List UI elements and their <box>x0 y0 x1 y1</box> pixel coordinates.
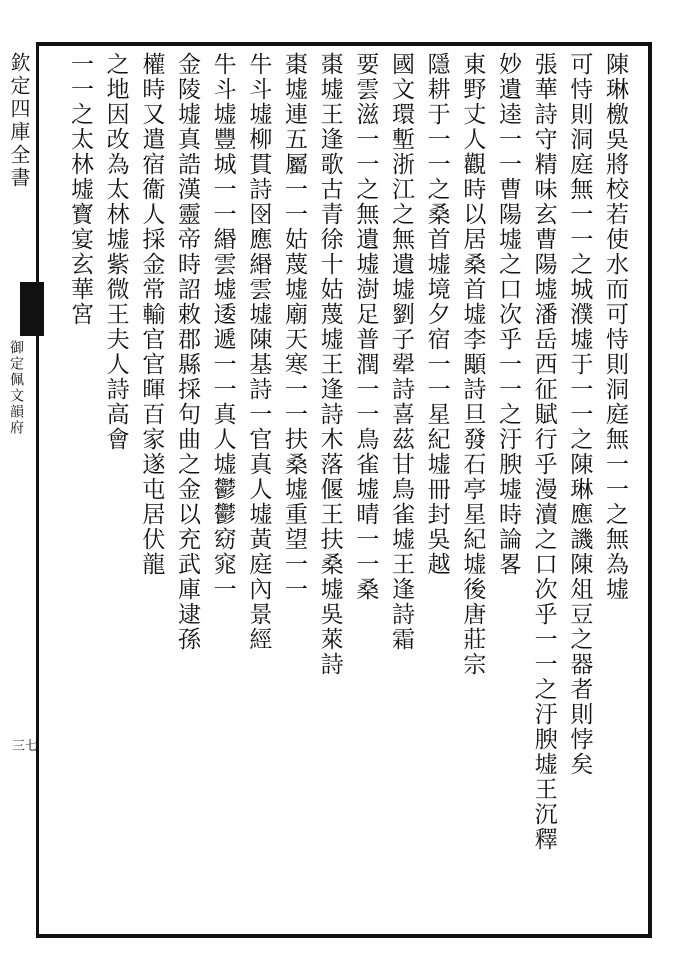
column-text: 國文環塹浙江之無遺墟劉子翚詩喜茲甘鳥雀墟王逢詩霜 <box>388 52 414 652</box>
column-text: 權時又遣宿衞人採金常輸官官暉百家遂屯居伏龍 <box>138 52 165 577</box>
top-border <box>36 42 652 46</box>
text-column <box>279 52 309 932</box>
column-text: 之地因改為太林墟紫微王夫人詩高會 <box>102 52 129 452</box>
margin-subtitle-strip <box>6 340 32 510</box>
text-column <box>600 52 630 932</box>
column-text: 陳琳檄吳將校若使水而可恃則洞庭無一一之無為墟 <box>602 52 628 602</box>
column-text: 牛斗墟豐城一一緡雲墟逶遞一一真人墟鬱鬱窈窕一 <box>209 52 236 602</box>
volume-title: 御定佩文韻府 <box>8 340 24 436</box>
column-text: 一一之太林墟寳宴玄華宮 <box>67 52 93 327</box>
column-text: 金陵墟真誥漢靈帝時詔敕郡縣採句曲之金以充武庫逮孫 <box>174 52 200 652</box>
text-column <box>422 52 452 932</box>
column-text: 要雲滋一一之無遺墟澍足普潤一一鳥雀墟晴一一桑 <box>352 52 379 602</box>
folio-number: 三七 <box>12 739 39 754</box>
column-text: 隱耕于一一之桑首墟境夕宿一一星紀墟冊封吳越 <box>423 52 450 577</box>
column-text: 張華詩守精味玄曹陽墟潘岳西征賦行乎漫瀆之口次乎一一之汙腴墟王沉釋 <box>530 52 557 852</box>
right-border <box>648 42 652 938</box>
column-text: 棗墟連五屬一一姑蔑墟廟天寒一一扶桑墟重望一一 <box>281 52 307 602</box>
column-text: 妙遺逵一一曹陽墟之口次乎一一之汙腴墟時論畧 <box>495 52 521 577</box>
bottom-border <box>36 934 652 938</box>
column-text: 棗墟王逢歌古青徐十姑蔑墟王逢詩木落偃王扶桑墟吳萊詩 <box>316 52 343 677</box>
column-text: 可恃則洞庭無一一之城濮墟于一一之陳琳應譏陳俎豆之器者則悖矣 <box>566 52 593 777</box>
fish-tail-mark <box>20 282 44 336</box>
text-column <box>457 52 487 932</box>
book-title: 欽定四庫全書 <box>7 52 31 190</box>
text-column <box>208 52 238 932</box>
text-column <box>386 52 416 932</box>
column-text: 牛斗墟柳貫詩囹應緡雲墟陳基詩一官真人墟黃庭內景經 <box>245 52 272 652</box>
text-column <box>65 52 95 932</box>
text-column <box>315 52 345 932</box>
text-column <box>172 52 202 932</box>
text-column <box>529 52 559 932</box>
left-border <box>36 42 39 938</box>
text-column <box>243 52 273 932</box>
column-text: 東野丈人觀時以居桑首墟李顒詩旦發石亭星紀墟後唐莊宗 <box>459 52 486 677</box>
text-column <box>136 52 166 932</box>
text-column <box>564 52 594 932</box>
text-column <box>493 52 523 932</box>
text-column <box>101 52 131 932</box>
text-column <box>350 52 380 932</box>
